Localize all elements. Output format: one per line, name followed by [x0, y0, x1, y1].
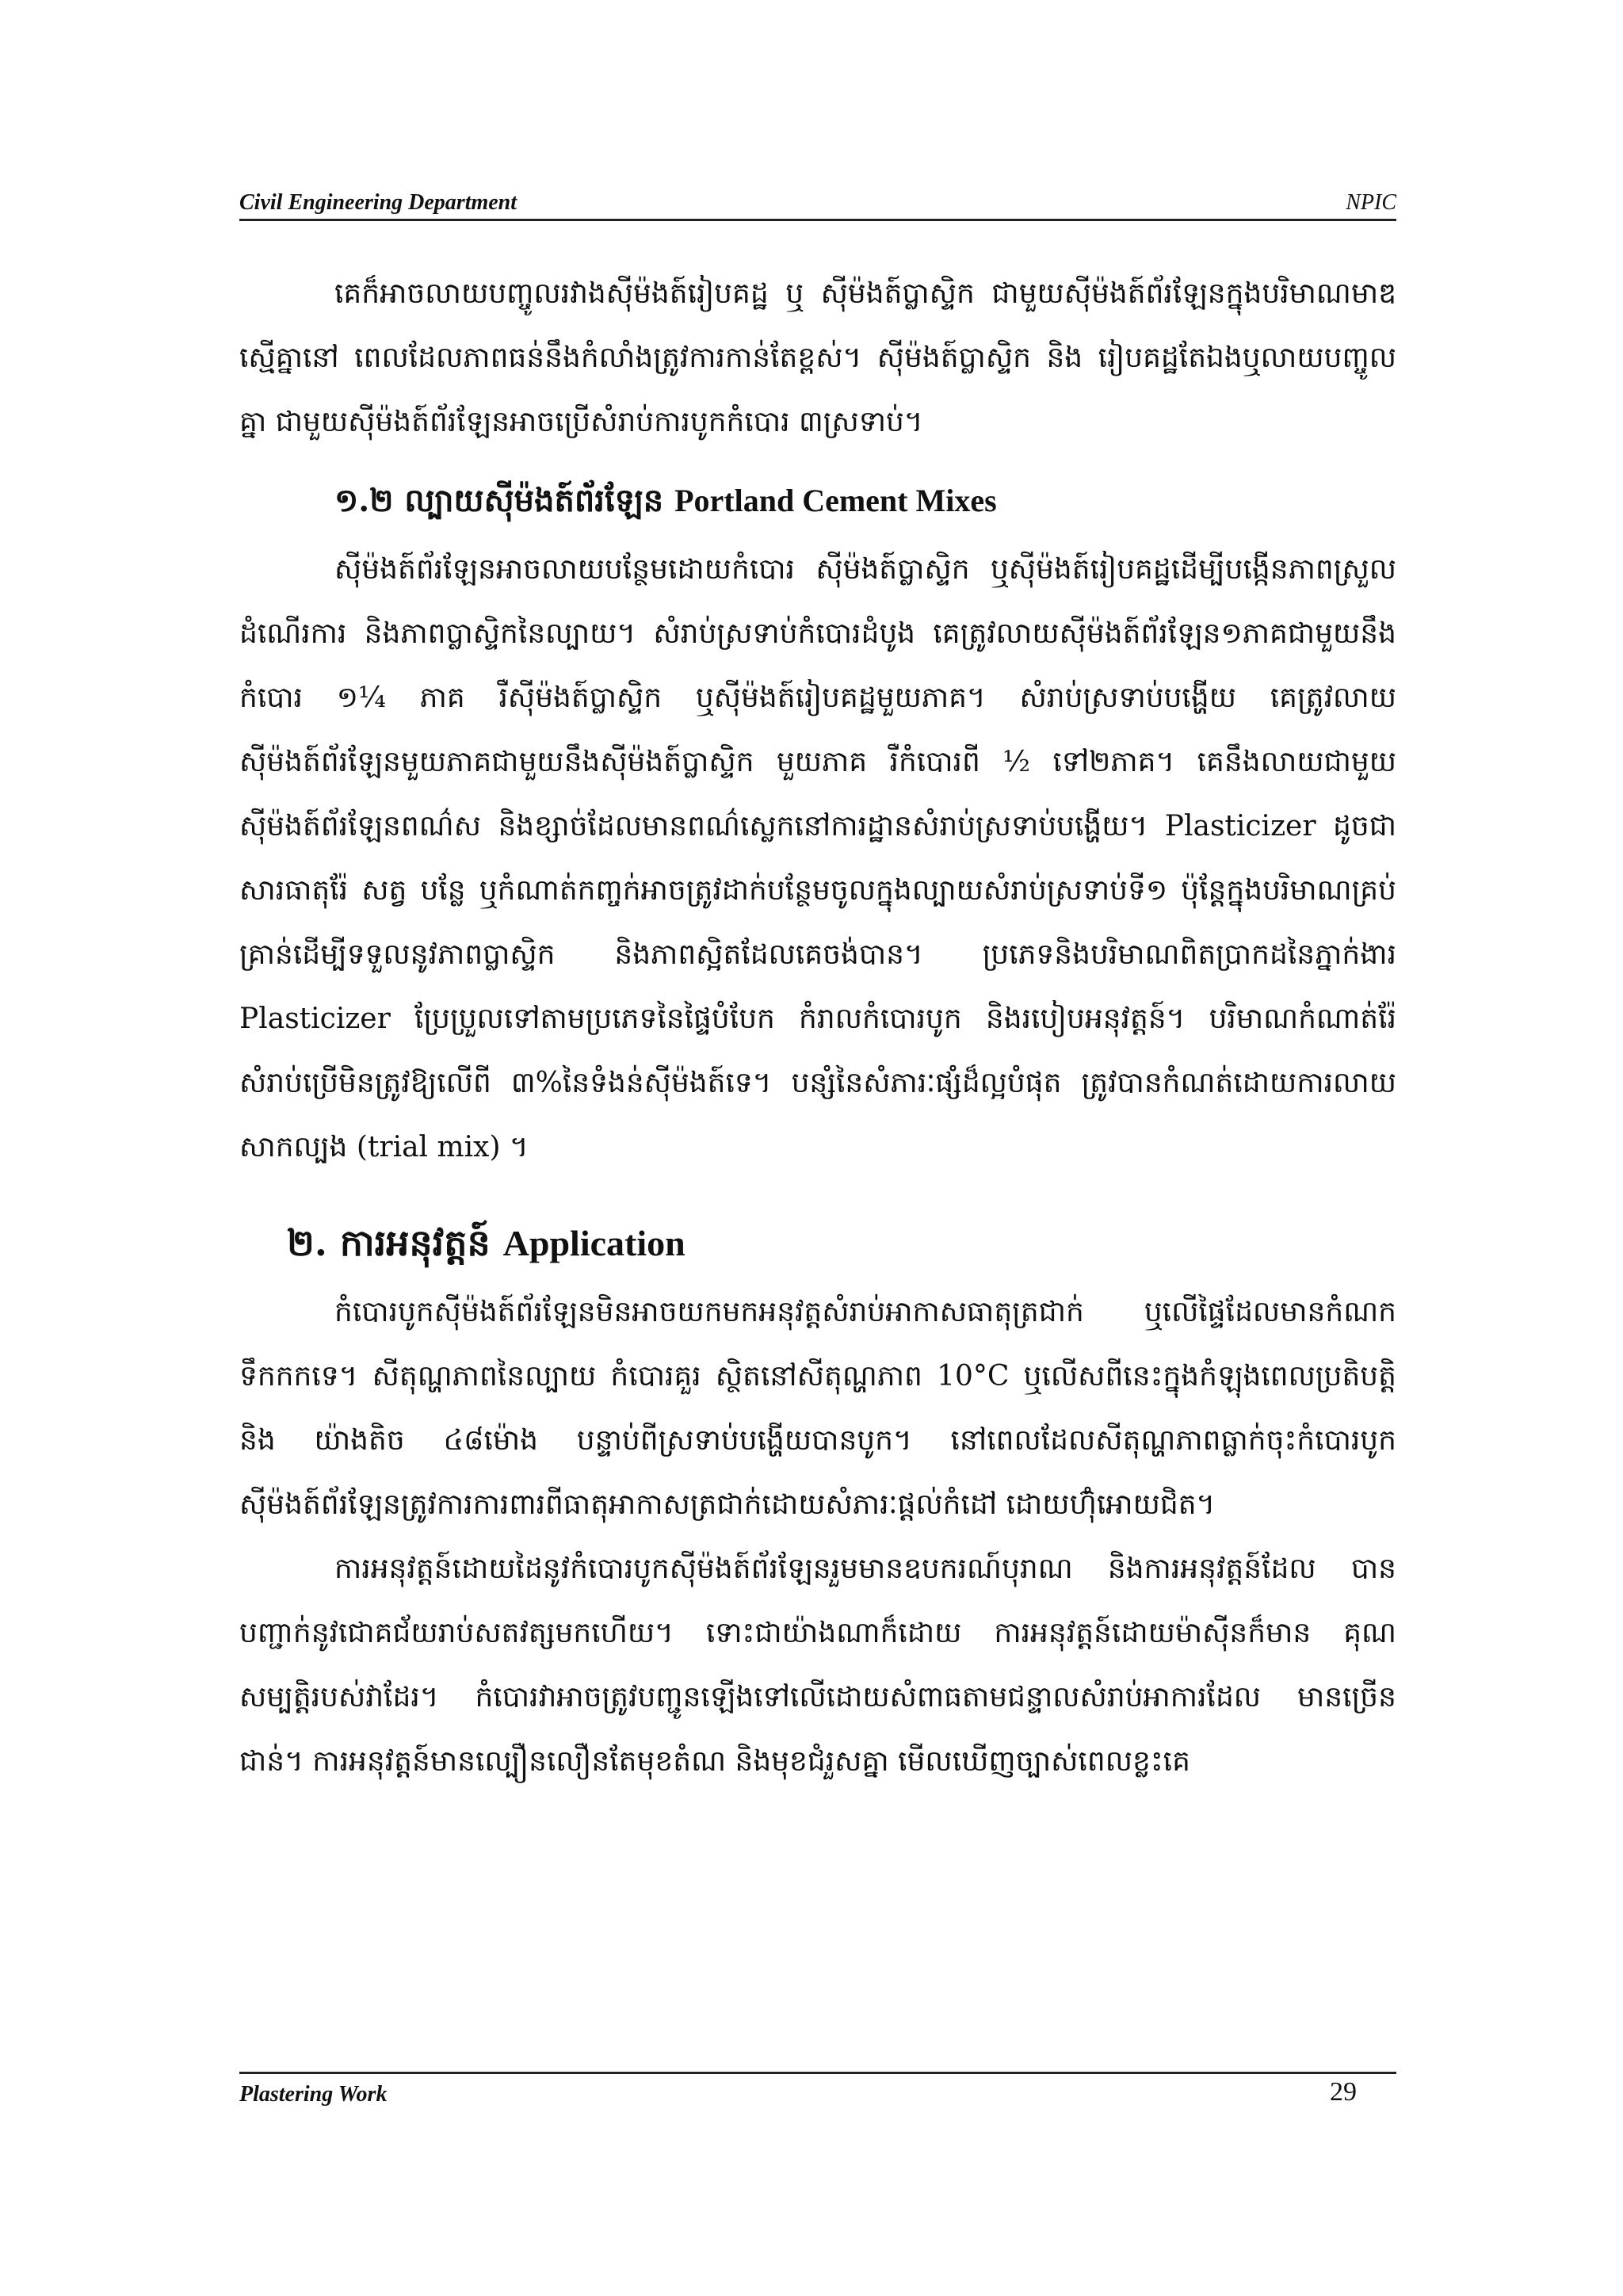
section-1-2-heading-en: Portland Cement Mixes [674, 483, 997, 518]
page-number: 29 [1330, 2077, 1357, 2107]
header-institution: NPIC [1346, 190, 1396, 215]
section-1-2-heading [334, 468, 1396, 533]
section-1-2-paragraph: ស៊ីម៉ងត៍ព័រឡែនអាចលាយបន្ថែមដោយកំបោរ ស៊ីម៉ងត៍ប្លាស្ទិក ឬស៊ីម៉ងត៍រៀបគដ្ឋដើម្បីបង្កើនភាពស្រួលដំណើរការ និងភាពប្លាស្ទិកនៃល្បាយ។ សំរាប់ស្រទាប់កំបោរដំបូង គេត្រូវលាយស៊ីម៉ងត៍ព័រឡែន១ភាគជាមួយនឹងកំបោរ ១¼ ភាគ រឺស៊ីម៉ងត៍ប្លាស្ទិក ឬស៊ីម៉ងត៍រៀបគដ្ឋមួយភាគ។ សំរាប់ស្រទាប់បង្ហើយ គេត្រូវលាយស៊ីម៉ងត៍ព័រឡែនមួយភាគជាមួយនឹងស៊ីម៉ងត៍ប្លាស្ទិក មួយភាគ រឺកំបោរពី ½ ទៅ២ភាគ។ គេនឹងលាយជាមួយស៊ីម៉ងត៍ព័រឡែនពណ៌ស និងខ្សាច់ដែលមានពណ៌ស្លេកនៅការដ្ឋានសំរាប់ស្រទាប់បង្ហើយ។ Plasticizer ដូចជាសារធាតុរ៉ែ សត្វ បន្លែ ឬកំណាត់កញ្ចក់អាចត្រូវដាក់បន្ថែមចូលក្នុងល្បាយសំរាប់ស្រទាប់ទី១ ប៉ុន្តែក្នុងបរិមាណគ្រប់គ្រាន់ដើម្បីទទួលនូវភាពប្លាស្ទិក និងភាពស្អិតដែលគេចង់បាន។ ប្រភេទនិងបរិមាណពិតប្រាកដនៃភ្នាក់ងារ Plasticizer ប្រែប្រួលទៅតាមប្រភេទនៃផ្ទៃបំបែក កំរាលកំបោរបូក និងរបៀបអនុវត្តន៍។ បរិមាណកំណាត់រ៉ែសំរាប់ប្រើមិនត្រូវឱ្យលើពី ៣%នៃទំងន់ស៊ីម៉ងត៍ទេ។ បន្សំនៃសំភារៈផ្សំដ៏ល្អបំផុត ត្រូវបានកំណត់ដោយការលាយសាកល្បង (trial mix) ។ [239, 553, 1396, 1163]
header-department: Civil Engineering Department [239, 190, 517, 215]
section-2-paragraph-1: កំបោរបូកស៊ីម៉ងត៍ព័រឡែនមិនអាចយកមកអនុវត្តសំរាប់អាកាសធាតុត្រជាក់ ឬលើផ្ទៃដែលមានកំណកទឹកកកទេ។ សីតុណ្ហភាពនៃល្បាយ កំបោរគួរ ស្ថិតនៅសីតុណ្ហភាព 10°C ឬលើសពីនេះក្នុងកំឡុងពេលប្រតិបត្តិនិង យ៉ាងតិច ៤៨ម៉ោង បន្ទាប់ពីស្រទាប់បង្ហើយបានបូក។ នៅពេលដែលសីតុណ្ហភាពធ្លាក់ចុះកំបោរបូកស៊ីម៉ងត៍ព័រឡែនត្រូវការការពារពីធាតុអាកាសត្រជាក់ដោយសំភារៈផ្តល់កំដៅ ដោយហ៊ុំអោយជិត។ [239, 1296, 1396, 1521]
section-2-heading-en: Application [502, 1223, 685, 1263]
footer-chapter: Plastering Work [239, 2082, 388, 2107]
section-2-paragraph-2: ការអនុវត្តន៍ដោយដៃនូវកំបោរបូកស៊ីម៉ងត៍ព័រឡែនរួមមានឧបករណ៍បុរាណ និងការអនុវត្តន៍ដែល បានបញ្ជាក់នូវជោគជ័យរាប់សតវត្សមកហើយ។ ទោះជាយ៉ាងណាក៏ដោយ ការអនុវត្តន៍ដោយម៉ាស៊ីនក៏មាន គុណសម្បត្តិរបស់វាដែរ។ កំបោរវាអាចត្រូវបញ្ជូនឡើងទៅលើដោយសំពាធតាមជន្ទាលសំរាប់អាការដែល មានច្រើនជាន់។ ការអនុវត្តន៍មានល្បឿនលឿនតែមុខតំណ និងមុខជំរួសគ្នា មើលឃើញច្បាស់ពេលខ្លះគេ [239, 1553, 1396, 1778]
page-footer [239, 2072, 1396, 2112]
intro-paragraph: គេក៏អាចលាយបញ្ចូលរវាងស៊ីម៉ងត៍រៀបគដ្ឋ ឬ ស៊ីម៉ងត៍ប្លាស្ទិក ជាមួយស៊ីម៉ងត៍ព័រឡែនក្នុងបរិមាណមាឌស្មើគ្នានៅ ពេលដែលភាពធន់នឹងកំលាំងត្រូវការកាន់តែខ្ពស់។ ស៊ីម៉ងត៍ប្លាស្ទិក និង រៀបគដ្ឋតែឯងឬលាយបញ្ចូលគ្នា ជាមួយស៊ីម៉ងត៍ព័រឡែនអាចប្រើសំរាប់ការបូកកំបោរ ៣ស្រទាប់។ [239, 277, 1396, 438]
page-header [239, 190, 1396, 221]
page-content [239, 262, 1396, 1794]
section-1-2-heading-kh: ១.២ ល្បាយស៊ីម៉ងត៍ព័រឡែន [334, 482, 664, 519]
section-2-heading-kh: ២. ការអនុវត្តន៍ [287, 1221, 491, 1264]
section-2-heading [287, 1211, 1396, 1275]
